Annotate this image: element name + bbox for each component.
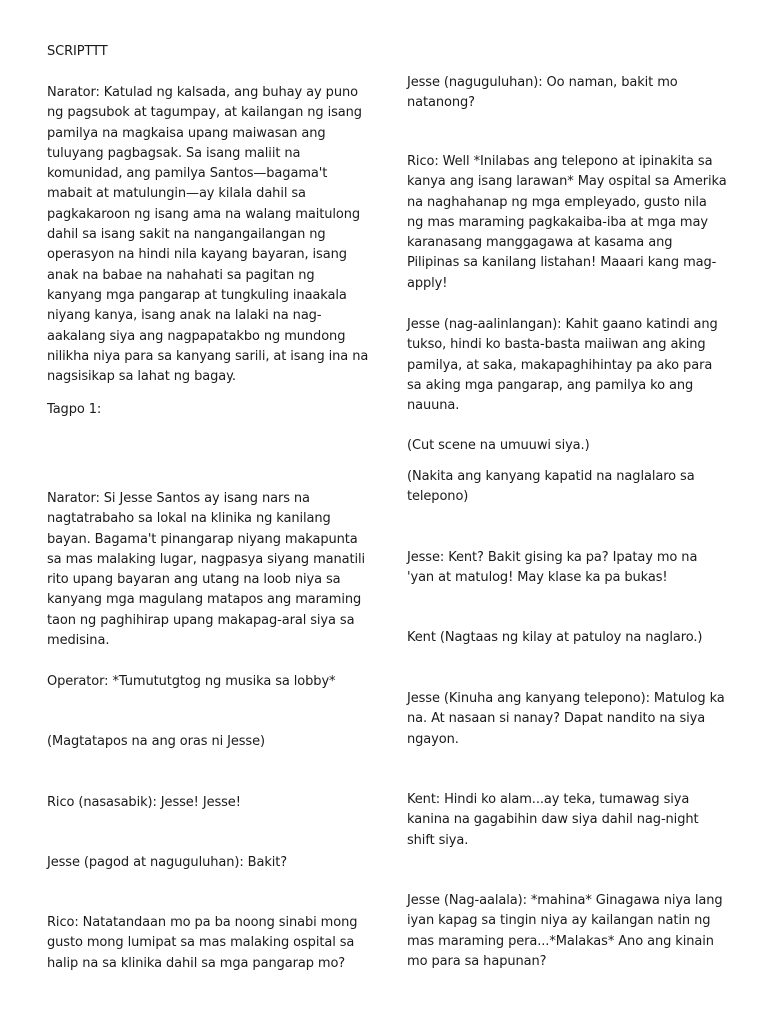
narrator-intro-paragraph: Narator: Katulad ng kalsada, ang buhay ay puno ng pagsubok at tagumpay, at kailangan ng isang pamilya na magkaisa upang maiwasan ang tuluyang pagbagsak. Sa isang maliit na komunidad, ang pamilya Santos—bagama't mabait at matulungin—ay kilala dahil sa pagkakaroon ng isang ama na walang maitulong dahil sa isang sakit na nangangailangan ng operasyon na hindi nila kayang bayaran, isang anak na babae na nahahati sa pagitan ng kanyang mga pangarap at tungkuling inaakala niyang kanya, isang anak na lalaki na nag-aakalang siya ang nagpapatakbo ng mundong nilikha niya para sa kanyang sarili, at isang ina na nagsisikap sa lahat ng bagay. [47,85,369,385]
dialogue-line: Jesse (Nag-aalala): *mahina* Ginagawa niya lang iyan kapag sa tingin niya ay kailangan natin ng mas maraming pera...*Malakas* Ano ang kinain mo para sa hapunan? [407,893,723,969]
dialogue-line: Rico: Well *Inilabas ang telepono at ipinakita sa kanya ang isang larawan* May ospital sa Amerika na naghahanap ng mga empleyado, gusto nila ng mas maraming pagkakaiba-iba at mga may karanasang manggagawa at kasama ang Pilipinas sa kanilang listahan! Maaari kang mag-apply! [407,154,727,291]
document-title: SCRIPTTT [47,44,108,59]
dialogue-line: Rico: Natatandaan mo pa ba noong sinabi mong gusto mong lumipat sa mas malaking ospital sa halip na sa klinika dahil sa mga pangarap mo? [47,915,358,971]
dialogue-line: Kent (Nagtaas ng kilay at patuloy na naglaro.) [407,630,703,645]
dialogue-line: Jesse: Kent? Bakit gising ka pa? Ipatay mo na 'yan at matulog! May klase ka pa bukas! [407,550,698,586]
stage-direction: (Cut scene na umuuwi siya.) [407,438,590,453]
dialogue-line: Rico (nasasabik): Jesse! Jesse! [47,795,241,810]
dialogue-line: Kent: Hindi ko alam...ay teka, tumawag siya kanina na gagabihin daw siya dahil nag-night shift siya. [407,792,699,848]
dialogue-line: Jesse (nag-aalinlangan): Kahit gaano katindi ang tukso, hindi ko basta-basta maiiwan ang aking pamilya, at saka, makapaghihintay pa ako para sa aking mga pangarap, ang pamilya ko ang nauuna. [407,317,718,414]
dialogue-line: Jesse (Kinuha ang kanyang telepono): Matulog ka na. At nasaan si nanay? Dapat nandito na siya ngayon. [407,691,725,747]
stage-direction: (Nakita ang kanyang kapatid na naglalaro sa telepono) [407,469,695,505]
stage-direction: (Magtatapos na ang oras ni Jesse) [47,734,265,749]
dialogue-line: Jesse (pagod at naguguluhan): Bakit? [47,855,288,870]
dialogue-line: Jesse (naguguluhan): Oo naman, bakit mo natanong? [407,75,678,111]
operator-line: Operator: *Tumututgtog ng musika sa lobby* [47,674,336,689]
narrator-scene-paragraph: Narator: Si Jesse Santos ay isang nars na nagtatrabaho sa lokal na klinika ng kanilang bayan. Bagama't pinangarap niyang makapunta sa mas malaking lugar, nagpasya siyang manatili rito upang bayaran ang utang na loob niya sa kanyang mga magulang matapos ang maraming taon ng paghihirap upang makapag-aral siya sa medisina. [47,491,366,649]
scene-heading: Tagpo 1: [47,402,102,417]
